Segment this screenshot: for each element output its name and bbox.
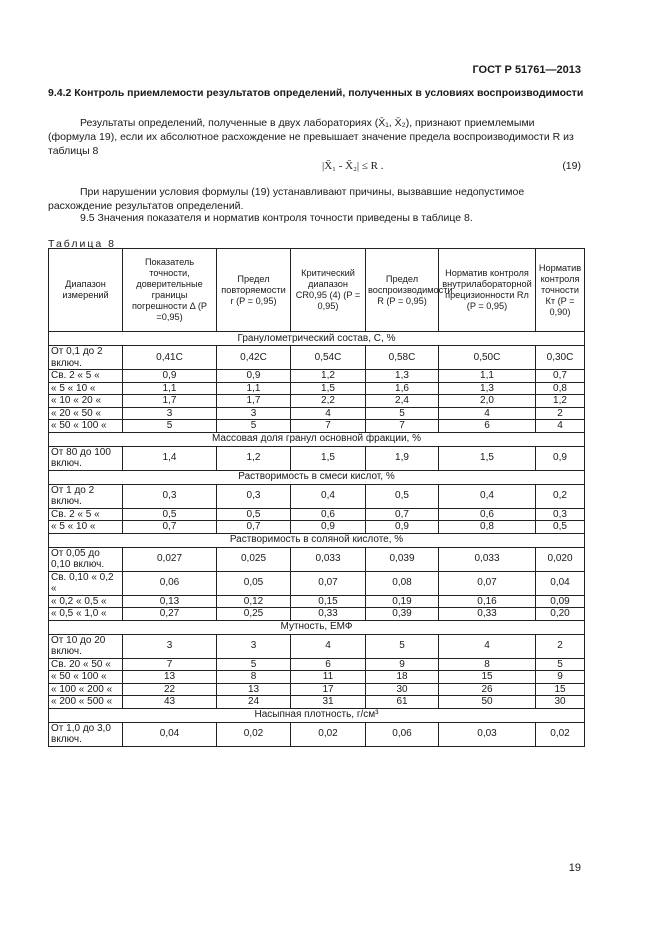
value-cell: 0,4 xyxy=(291,484,366,508)
header-critical-range: Критический диапазон CR0,95 (4) (P = 0,95) xyxy=(291,249,366,332)
group-title: Мутность, ЕМФ xyxy=(49,620,585,634)
value-cell: 0,09 xyxy=(536,595,585,608)
value-cell: 2 xyxy=(536,634,585,658)
group-title: Насыпная плотность, г/см³ xyxy=(49,708,585,722)
value-cell: 3 xyxy=(123,407,217,420)
table-row xyxy=(49,420,585,433)
value-cell: 22 xyxy=(123,683,217,696)
value-cell: 0,02 xyxy=(217,722,291,746)
value-cell: 4 xyxy=(291,634,366,658)
value-cell: 0,27 xyxy=(123,608,217,621)
section-heading: 9.4.2 Контроль приемлемости результатов определений, полученных в условиях воспроизводимости xyxy=(48,87,584,99)
table-row xyxy=(49,346,585,370)
value-cell: 0,7 xyxy=(217,521,291,534)
header-precision-norm: Норматив контроля внутрилабораторной прецизионности Rл (P = 0,95) xyxy=(439,249,536,332)
value-cell: 24 xyxy=(217,696,291,709)
range-cell: Св. 20 « 50 « xyxy=(49,658,123,671)
range-cell: От 80 до 100 включ. xyxy=(49,446,123,470)
value-cell: 0,54C xyxy=(291,346,366,370)
value-cell: 0,9 xyxy=(291,521,366,534)
table-row xyxy=(49,484,585,508)
table-row xyxy=(49,508,585,521)
table-row xyxy=(49,658,585,671)
value-cell: 5 xyxy=(366,634,439,658)
value-cell: 30 xyxy=(536,696,585,709)
value-cell: 0,8 xyxy=(439,521,536,534)
value-cell: 1,3 xyxy=(439,382,536,395)
formula-19: |X̄₁ - X̄₂| ≤ R . xyxy=(322,160,384,172)
value-cell: 0,025 xyxy=(217,547,291,571)
table-row xyxy=(49,634,585,658)
group-title-row xyxy=(49,620,585,634)
value-cell: 4 xyxy=(439,634,536,658)
table-row xyxy=(49,722,585,746)
range-cell: « 10 « 20 « xyxy=(49,395,123,408)
value-cell: 4 xyxy=(536,420,585,433)
value-cell: 3 xyxy=(123,634,217,658)
value-cell: 0,16 xyxy=(439,595,536,608)
value-cell: 6 xyxy=(439,420,536,433)
value-cell: 0,033 xyxy=(291,547,366,571)
group-title: Растворимость в смеси кислот, % xyxy=(49,470,585,484)
value-cell: 5 xyxy=(536,658,585,671)
value-cell: 61 xyxy=(366,696,439,709)
table-row xyxy=(49,382,585,395)
value-cell: 43 xyxy=(123,696,217,709)
value-cell: 15 xyxy=(536,683,585,696)
table-row xyxy=(49,608,585,621)
value-cell: 0,12 xyxy=(217,595,291,608)
value-cell: 0,25 xyxy=(217,608,291,621)
group-title-row xyxy=(49,533,585,547)
value-cell: 5 xyxy=(366,407,439,420)
value-cell: 18 xyxy=(366,671,439,684)
value-cell: 2,2 xyxy=(291,395,366,408)
value-cell: 0,04 xyxy=(123,722,217,746)
value-cell: 0,41C xyxy=(123,346,217,370)
value-cell: 7 xyxy=(123,658,217,671)
value-cell: 0,06 xyxy=(123,571,217,595)
range-cell: « 5 « 10 « xyxy=(49,521,123,534)
header-reproducibility: Предел воспроизводимости R (P = 0,95) xyxy=(366,249,439,332)
value-cell: 0,33 xyxy=(291,608,366,621)
value-cell: 8 xyxy=(217,671,291,684)
paragraph-table-ref: 9.5 Значения показателя и норматив контроля точности приведены в таблице 8. xyxy=(80,212,473,224)
value-cell: 0,5 xyxy=(366,484,439,508)
range-cell: От 1,0 до 3,0 включ. xyxy=(49,722,123,746)
table-row xyxy=(49,521,585,534)
value-cell: 0,03 xyxy=(439,722,536,746)
header-range: Диапазон измерений xyxy=(49,249,123,332)
range-cell: « 0,2 « 0,5 « xyxy=(49,595,123,608)
value-cell: 0,07 xyxy=(291,571,366,595)
value-cell: 31 xyxy=(291,696,366,709)
value-cell: 5 xyxy=(217,658,291,671)
table-8 xyxy=(48,248,585,747)
table-row xyxy=(49,395,585,408)
value-cell: 15 xyxy=(439,671,536,684)
value-cell: 0,39 xyxy=(366,608,439,621)
value-cell: 0,027 xyxy=(123,547,217,571)
table-row xyxy=(49,696,585,709)
value-cell: 0,3 xyxy=(536,508,585,521)
value-cell: 50 xyxy=(439,696,536,709)
group-title: Растворимость в соляной кислоте, % xyxy=(49,533,585,547)
value-cell: 0,7 xyxy=(536,370,585,383)
value-cell: 1,5 xyxy=(439,446,536,470)
value-cell: 30 xyxy=(366,683,439,696)
value-cell: 0,2 xyxy=(536,484,585,508)
range-cell: От 10 до 20 включ. xyxy=(49,634,123,658)
paragraph-acceptance: Результаты определений, полученные в двух лабораториях (X̄₁, X̄₂), признают приемлемыми (формула 19), если их абсолютное расхождение не превышает значение предела воспроизводимости R из таблицы 8 xyxy=(48,117,574,157)
range-cell: « 50 « 100 « xyxy=(49,420,123,433)
header-repeatability: Предел повторяемости r (P = 0,95) xyxy=(217,249,291,332)
value-cell: 26 xyxy=(439,683,536,696)
value-cell: 1,7 xyxy=(217,395,291,408)
paragraph-violation: При нарушении условия формулы (19) устанавливают причины, вызвавшие недопустимое расхождение результатов определений. xyxy=(48,186,525,212)
range-cell: « 0,5 « 1,0 « xyxy=(49,608,123,621)
header-accuracy: Показатель точности, доверительные границы погрешности Δ (P =0,95) xyxy=(123,249,217,332)
range-cell: « 100 « 200 « xyxy=(49,683,123,696)
header-accuracy-norm: Норматив контроля точности Кт (P = 0,90) xyxy=(536,249,585,332)
value-cell: 0,02 xyxy=(291,722,366,746)
value-cell: 1,1 xyxy=(123,382,217,395)
value-cell: 1,4 xyxy=(123,446,217,470)
range-cell: « 20 « 50 « xyxy=(49,407,123,420)
value-cell: 1,6 xyxy=(366,382,439,395)
value-cell: 1,7 xyxy=(123,395,217,408)
value-cell: 0,033 xyxy=(439,547,536,571)
value-cell: 13 xyxy=(217,683,291,696)
value-cell: 2 xyxy=(536,407,585,420)
value-cell: 0,50C xyxy=(439,346,536,370)
value-cell: 7 xyxy=(366,420,439,433)
value-cell: 1,9 xyxy=(366,446,439,470)
range-cell: От 0,05 до 0,10 включ. xyxy=(49,547,123,571)
value-cell: 0,13 xyxy=(123,595,217,608)
value-cell: 0,20 xyxy=(536,608,585,621)
table-row xyxy=(49,683,585,696)
group-title-row xyxy=(49,470,585,484)
value-cell: 4 xyxy=(439,407,536,420)
value-cell: 0,9 xyxy=(217,370,291,383)
value-cell: 0,7 xyxy=(123,521,217,534)
value-cell: 0,5 xyxy=(217,508,291,521)
value-cell: 3 xyxy=(217,407,291,420)
value-cell: 0,5 xyxy=(123,508,217,521)
value-cell: 8 xyxy=(439,658,536,671)
value-cell: 5 xyxy=(217,420,291,433)
table-row xyxy=(49,571,585,595)
value-cell: 1,5 xyxy=(291,446,366,470)
value-cell: 1,3 xyxy=(366,370,439,383)
value-cell: 0,07 xyxy=(439,571,536,595)
value-cell: 11 xyxy=(291,671,366,684)
value-cell: 0,6 xyxy=(291,508,366,521)
range-cell: От 0,1 до 2 включ. xyxy=(49,346,123,370)
value-cell: 0,9 xyxy=(366,521,439,534)
value-cell: 6 xyxy=(291,658,366,671)
group-title-row xyxy=(49,432,585,446)
value-cell: 0,19 xyxy=(366,595,439,608)
value-cell: 0,33 xyxy=(439,608,536,621)
value-cell: 0,15 xyxy=(291,595,366,608)
value-cell: 4 xyxy=(291,407,366,420)
table-row xyxy=(49,671,585,684)
value-cell: 0,08 xyxy=(366,571,439,595)
value-cell: 1,2 xyxy=(217,446,291,470)
value-cell: 0,9 xyxy=(536,446,585,470)
value-cell: 5 xyxy=(123,420,217,433)
page-number: 19 xyxy=(568,862,581,874)
value-cell: 0,4 xyxy=(439,484,536,508)
standard-header: ГОСТ Р 51761—2013 xyxy=(472,64,581,76)
value-cell: 2,4 xyxy=(366,395,439,408)
table-row xyxy=(49,595,585,608)
value-cell: 0,06 xyxy=(366,722,439,746)
value-cell: 17 xyxy=(291,683,366,696)
value-cell: 0,58C xyxy=(366,346,439,370)
formula-number: (19) xyxy=(562,160,581,172)
value-cell: 0,9 xyxy=(123,370,217,383)
value-cell: 9 xyxy=(536,671,585,684)
range-cell: Св. 0,10 « 0,2 « xyxy=(49,571,123,595)
range-cell: « 200 « 500 « xyxy=(49,696,123,709)
table-row xyxy=(49,446,585,470)
value-cell: 9 xyxy=(366,658,439,671)
range-cell: Св. 2 « 5 « xyxy=(49,370,123,383)
value-cell: 2,0 xyxy=(439,395,536,408)
value-cell: 0,020 xyxy=(536,547,585,571)
group-title: Гранулометрический состав, С, % xyxy=(49,332,585,346)
range-cell: Св. 2 « 5 « xyxy=(49,508,123,521)
value-cell: 0,7 xyxy=(366,508,439,521)
value-cell: 1,1 xyxy=(217,382,291,395)
group-title-row xyxy=(49,708,585,722)
table-row xyxy=(49,370,585,383)
value-cell: 0,05 xyxy=(217,571,291,595)
group-title: Массовая доля гранул основной фракции, % xyxy=(49,432,585,446)
value-cell: 0,8 xyxy=(536,382,585,395)
value-cell: 0,3 xyxy=(217,484,291,508)
range-cell: « 5 « 10 « xyxy=(49,382,123,395)
table-header-row xyxy=(49,249,585,332)
value-cell: 0,42C xyxy=(217,346,291,370)
range-cell: « 50 « 100 « xyxy=(49,671,123,684)
value-cell: 0,3 xyxy=(123,484,217,508)
value-cell: 1,2 xyxy=(291,370,366,383)
value-cell: 0,5 xyxy=(536,521,585,534)
value-cell: 3 xyxy=(217,634,291,658)
value-cell: 0,6 xyxy=(439,508,536,521)
value-cell: 1,1 xyxy=(439,370,536,383)
value-cell: 0,04 xyxy=(536,571,585,595)
table-caption: Таблица 8 xyxy=(48,238,116,250)
value-cell: 0,039 xyxy=(366,547,439,571)
value-cell: 0,02 xyxy=(536,722,585,746)
group-title-row xyxy=(49,332,585,346)
table-row xyxy=(49,547,585,571)
value-cell: 7 xyxy=(291,420,366,433)
value-cell: 0,30C xyxy=(536,346,585,370)
range-cell: От 1 до 2 включ. xyxy=(49,484,123,508)
value-cell: 1,2 xyxy=(536,395,585,408)
value-cell: 13 xyxy=(123,671,217,684)
table-row xyxy=(49,407,585,420)
value-cell: 1,5 xyxy=(291,382,366,395)
